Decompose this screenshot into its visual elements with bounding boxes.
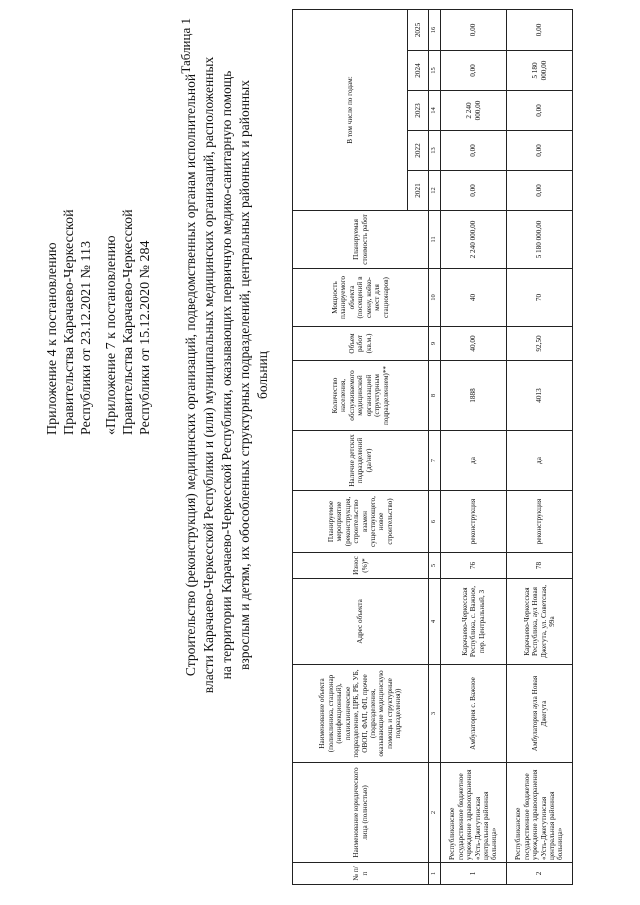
cell-measure: реконструкция xyxy=(507,491,573,553)
cell-population: 1888 xyxy=(441,361,507,431)
header-year: 2022 xyxy=(408,131,429,171)
header-address: Адрес объекта xyxy=(293,579,429,665)
cell-object: Амбулатория с. Важное xyxy=(441,665,507,763)
cell-address: Карачаево-Черкесская Республика, с. Важное, пер. Центральный, 3 xyxy=(441,579,507,665)
header-org: Наименование юридического лица (полностью) xyxy=(293,763,429,863)
header-year: 2024 xyxy=(408,51,429,91)
cell-no: 1 xyxy=(441,863,507,885)
cell-year-value: 0,00 xyxy=(507,91,573,131)
column-number: 3 xyxy=(429,665,441,763)
column-number: 10 xyxy=(429,269,441,327)
cell-org: Республиканское государственное бюджетное учреждение здравоохранения «Усть-Джегутинская центральная районная больница» xyxy=(507,763,573,863)
header-object: Наименование объекта (поликлиника, стационар (неинфекционный), поликлиническое подразделение, ЦРБ, РБ, УБ, ОВОП, ФАП, ФП, прочее (подразделения, оказывающие медицинскую помощь и структурные подразделения)) xyxy=(293,665,429,763)
header-no: № п/п xyxy=(293,863,429,885)
header-population: Количество населения, обслуживаемого медицинской организацией (структурным подразделением)** xyxy=(293,361,429,431)
header-year: 2025 xyxy=(408,9,429,50)
cell-volume: 92,50 xyxy=(507,327,573,361)
cell-object: Амбулатория аула Новая Джегута xyxy=(507,665,573,763)
appendix-block xyxy=(44,15,154,435)
header-volume: Объем работ (кв.м.) xyxy=(293,327,429,361)
header-wear: Износ (%)* xyxy=(293,553,429,579)
table-label: Таблица 1 xyxy=(178,18,193,74)
column-number: 12 xyxy=(429,171,441,211)
appendix-line: Правительства Карачаево-Черкесской xyxy=(121,209,136,435)
cell-cost: 2 240 000,00 xyxy=(441,211,507,269)
cell-wear: 76 xyxy=(441,553,507,579)
cell-year-value: 2 240 000,00 xyxy=(441,91,507,131)
column-number: 4 xyxy=(429,579,441,665)
cell-year-value: 0,00 xyxy=(507,9,573,50)
cell-wear: 78 xyxy=(507,553,573,579)
header-capacity: Мощность планируемого объекта (посещений в смену, койко-мест для стационаров) xyxy=(293,269,429,327)
column-number: 15 xyxy=(429,51,441,91)
cell-org: Республиканское государственное бюджетное учреждение здравоохранения «Усть-Джегутинская центральная районная больница» xyxy=(441,763,507,863)
column-number: 14 xyxy=(429,91,441,131)
column-number: 11 xyxy=(429,211,441,269)
table-row xyxy=(441,9,507,884)
cell-capacity: 70 xyxy=(507,269,573,327)
cell-address: Карачаево-Черкесская Республика, аул Новая Джегута, ул. Советская, 99а xyxy=(507,579,573,665)
appendix-line: Правительства Карачаево-Черкесской xyxy=(62,209,77,435)
header-cost: Планируемая стоимость работ xyxy=(293,211,429,269)
cell-measure: реконструкция xyxy=(441,491,507,553)
column-number: 7 xyxy=(429,431,441,491)
cell-volume: 40,00 xyxy=(441,327,507,361)
column-number-row xyxy=(429,9,441,884)
header-year: 2023 xyxy=(408,91,429,131)
cell-children: да xyxy=(441,431,507,491)
cell-year-value: 0,00 xyxy=(441,51,507,91)
cell-no: 2 xyxy=(507,863,573,885)
cell-year-value: 0,00 xyxy=(507,171,573,211)
column-number: 1 xyxy=(429,863,441,885)
header-children: Наличие детских подразделений (да/нет) xyxy=(293,431,429,491)
cell-children: да xyxy=(507,431,573,491)
appendix-line: «Приложение 7 к постановлению xyxy=(104,235,119,435)
table-row xyxy=(507,9,573,884)
column-number: 9 xyxy=(429,327,441,361)
column-number: 2 xyxy=(429,763,441,863)
cell-year-value: 0,00 xyxy=(441,171,507,211)
document-heading: Строительство (реконструкция) медицинских организаций, подведомственных органам исполнительной власти Карачаево-Черкесской Республики и (или) муниципальных медицинских организаций, расположенных на территории Карачаево-Черкесской Республики, оказывающих первичную медико-санитарную помощь взрослым и детям, их обособленных структурных подразделений, центральных районных и районных больниц xyxy=(183,56,270,694)
cell-cost: 5 180 000,00 xyxy=(507,211,573,269)
cell-year-value: 0,00 xyxy=(441,131,507,171)
header-measure: Планируемое мероприятие (реконструкция, строительство взамен существующего, новое строительство) xyxy=(293,491,429,553)
cell-population: 4013 xyxy=(507,361,573,431)
column-number: 16 xyxy=(429,9,441,50)
cell-year-value: 0,00 xyxy=(507,131,573,171)
cell-capacity: 40 xyxy=(441,269,507,327)
header-by-years: В том числе по годам: xyxy=(293,9,408,210)
appendix-line: Республики от 15.12.2020 № 284 xyxy=(138,240,153,435)
column-number: 13 xyxy=(429,131,441,171)
column-number: 8 xyxy=(429,361,441,431)
column-number: 5 xyxy=(429,553,441,579)
construction-table xyxy=(292,9,573,885)
column-number: 6 xyxy=(429,491,441,553)
appendix-line: Приложение 4 к постановлению xyxy=(45,242,60,435)
cell-year-value: 5 180 000,00 xyxy=(507,51,573,91)
appendix-line xyxy=(95,15,103,435)
cell-year-value: 0,00 xyxy=(441,9,507,50)
appendix-line: Республики от 23.12.2021 № 113 xyxy=(79,240,94,435)
header-year: 2021 xyxy=(408,171,429,211)
